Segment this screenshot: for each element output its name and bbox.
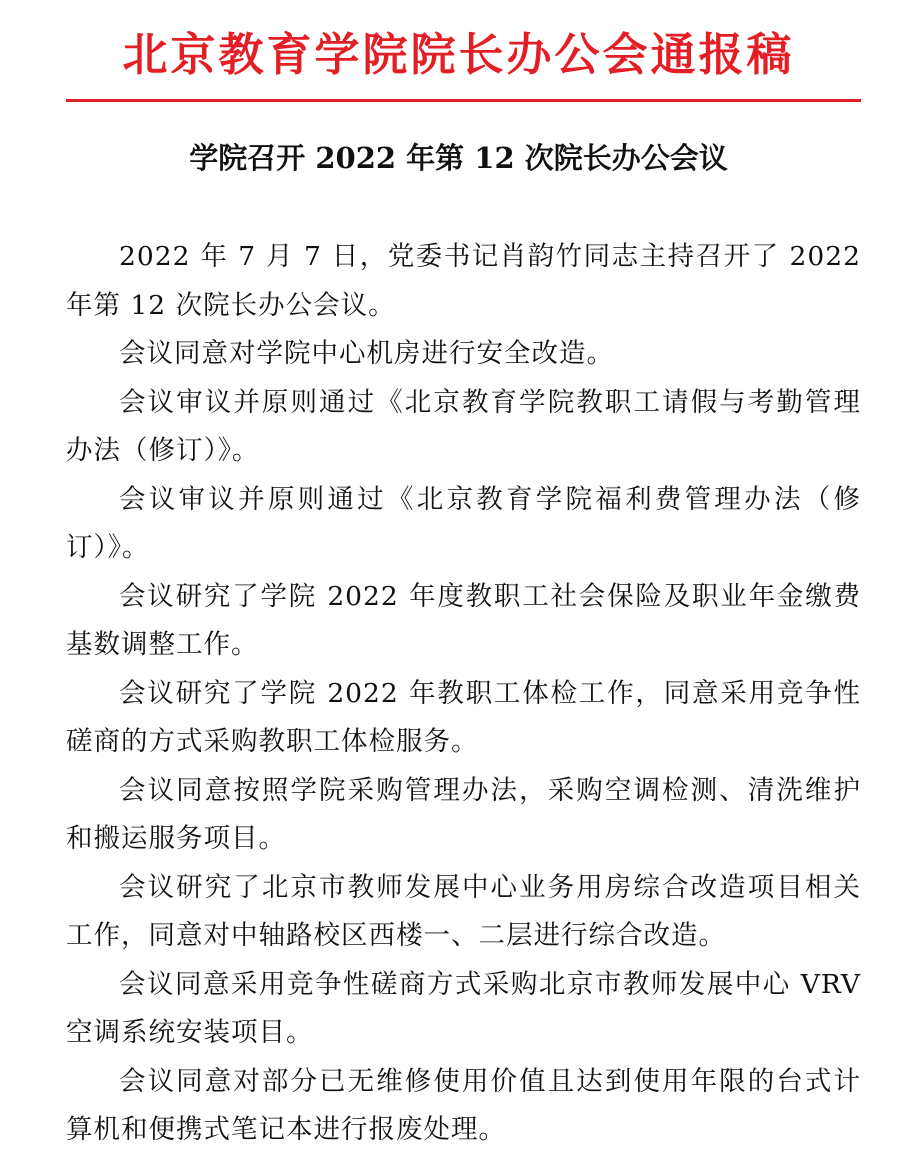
paragraph-leave-attendance: 会议审议并原则通过《北京教育学院教职工请假与考勤管理办法（修订）》。 [66, 386, 861, 466]
paragraph-meeting-intro: 2022 年 7 月 7 日，党委书记肖韵竹同志主持召开了 2022 年第 12 次院长办公会议。 [66, 241, 861, 321]
masthead-divider [66, 99, 861, 102]
paragraph-renovation: 会议研究了北京市教师发展中心业务用房综合改造项目相关工作，同意对中轴路校区西楼一、二层进行综合改造。 [66, 871, 861, 951]
paragraph-vrv-procurement: 会议同意采用竞争性磋商方式采购北京市教师发展中心 VRV 空调系统安装项目。 [66, 968, 861, 1048]
paragraph-health-check: 会议研究了学院 2022 年教职工体检工作，同意采用竞争性磋商的方式采购教职工体检服务。 [66, 677, 861, 757]
masthead-title: 北京教育学院院长办公会通报稿 [122, 28, 795, 81]
paragraph-computer-disposal: 会议同意对部分已无维修使用价值且达到使用年限的台式计算机和便携式笔记本进行报废处理。 [66, 1065, 861, 1145]
document-body [66, 233, 861, 1155]
paragraph-server-room: 会议同意对学院中心机房进行安全改造。 [119, 338, 614, 369]
paragraph-welfare-fund: 会议审议并原则通过《北京教育学院福利费管理办法（修订）》。 [66, 483, 861, 563]
paragraph-air-conditioning: 会议同意按照学院采购管理办法，采购空调检测、清洗维护和搬运服务项目。 [66, 774, 861, 854]
document-title: 学院召开 2022 年第 12 次院长办公会议 [189, 141, 728, 175]
paragraph-social-insurance: 会议研究了学院 2022 年度教职工社会保险及职业年金缴费基数调整工作。 [66, 580, 861, 660]
